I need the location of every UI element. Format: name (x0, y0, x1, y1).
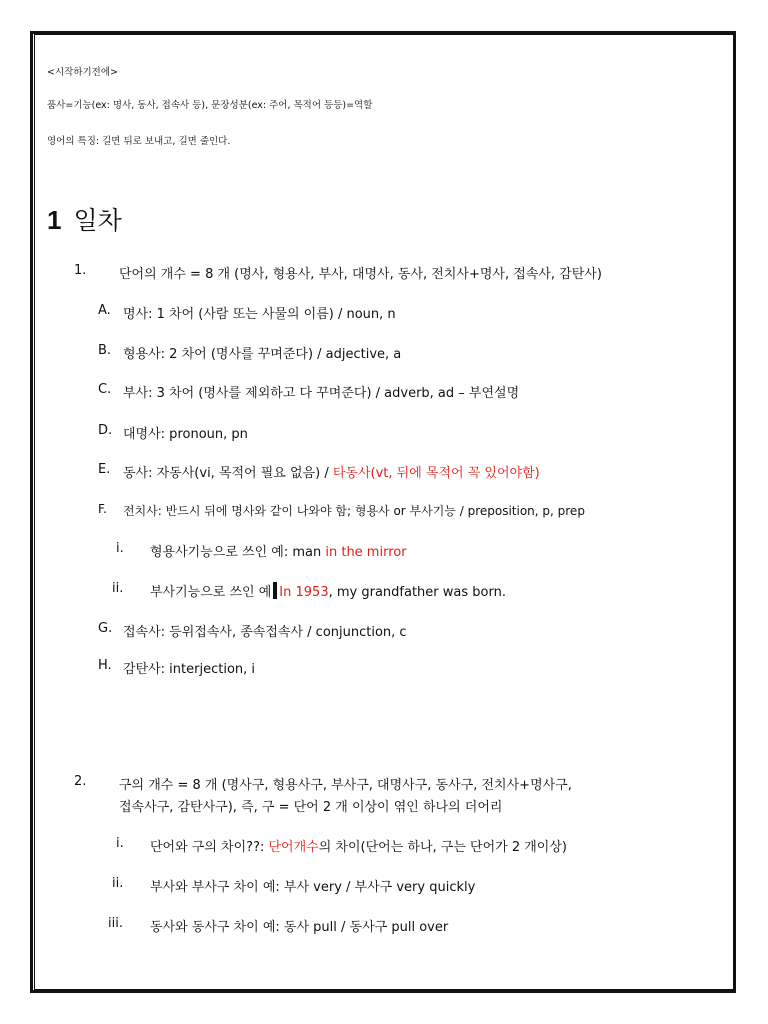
section1-text: 단어의 개수 = 8 개 (명사, 형용사, 부사, 대명사, 동사, 전치사+명사, 접속사, 감탄사) (119, 267, 602, 282)
item-B-mark: B. (98, 343, 112, 358)
sub-ii-text: 부사기능으로 쓰인 예 (150, 585, 272, 600)
item-D-mark: D. (98, 423, 113, 438)
item-A-text: 명사: 1 차어 (사람 또는 사물의 이름) / noun, n (123, 307, 396, 322)
item-E-line (123, 462, 540, 481)
item-F-mark: F. (98, 502, 107, 516)
item-E-mark: E. (98, 462, 111, 477)
sub-i-text: 형용사기능으로 쓰인 예: man (150, 545, 326, 560)
sub-ii-mark: ii. (112, 581, 124, 596)
item-B-text: 형용사: 2 차어 (명사를 꾸며준다) / adjective, a (123, 347, 402, 362)
item-C-text: 부사: 3 차어 (명사를 제외하고 다 꾸며준다) / adverb, ad – 부연설명 (123, 386, 520, 401)
section2-line-2: 접속사구, 감탄사구), 즉, 구 = 단어 2 개 이상이 엮인 하나의 더어리 (119, 800, 503, 815)
item-G-text: 접속사: 등위접속사, 종속접속사 / conjunction, c (123, 625, 407, 640)
s2-sub-i-post: 의 차이(단어는 하나, 구는 단어가 2 개이상) (318, 840, 567, 855)
item-C-mark: C. (98, 382, 112, 397)
sub-i-red-text: in the mirror (325, 545, 407, 560)
s2-sub-i-red-text: 단어개수 (268, 840, 319, 855)
section1-number: 1. (74, 263, 87, 278)
section2-number: 2. (74, 774, 87, 789)
item-H-text: 감탄사: interjection, i (123, 662, 256, 677)
text-cursor-marker (273, 582, 277, 599)
s2-sub-ii-text: 부사와 부사구 차이 예: 부사 very / 부사구 very quickly (150, 880, 476, 895)
item-E-text: 동사: 자동사(vi, 목적어 필요 없음) / (123, 466, 333, 481)
preface-line-2: 영어의 특징: 길면 뒤로 보내고, 길면 줄인다. (47, 136, 231, 147)
day-heading (47, 201, 122, 237)
s2-sub-iii-text: 동사와 동사구 차이 예: 동사 pull / 동사구 pull over (150, 920, 449, 935)
item-A-mark: A. (98, 303, 111, 318)
sub-ii-line (150, 581, 506, 600)
sub-ii-red-text: In 1953 (279, 585, 329, 600)
s2-sub-i-mark: i. (116, 836, 124, 851)
section2-line-1: 구의 개수 = 8 개 (명사구, 형용사구, 부사구, 대명사구, 동사구, 전치사+명사구, (119, 778, 572, 793)
preface-line-1: 품사=기능(ex: 명사, 동사, 접속사 등), 문장성분(ex: 주어, 목적어 등등)=역할 (47, 100, 373, 111)
preface-title: <시작하기전에> (47, 67, 118, 78)
item-H-mark: H. (98, 658, 112, 673)
s2-sub-iii-mark: iii. (108, 916, 123, 931)
s2-sub-i-pre: 단어와 구의 차이??: (150, 840, 269, 855)
item-D-text: 대명사: pronoun, pn (123, 427, 248, 442)
item-G-mark: G. (98, 621, 113, 636)
sub-i-mark: i. (116, 541, 124, 556)
s2-sub-i-line (150, 836, 567, 855)
item-F-text: 전치사: 반드시 뒤에 명사와 같이 나와야 함; 형용사 or 부사기능 / preposition, p, prep (123, 504, 585, 518)
sub-i-line (150, 541, 407, 560)
day-heading-number: 1 (47, 205, 62, 235)
sub-ii-rest: , my grandfather was born. (328, 585, 506, 600)
day-heading-text: 일차 (73, 206, 122, 235)
item-E-red-text: 타동사(vt, 뒤에 목적어 꼭 있어야함) (332, 466, 540, 481)
s2-sub-ii-mark: ii. (112, 876, 124, 891)
